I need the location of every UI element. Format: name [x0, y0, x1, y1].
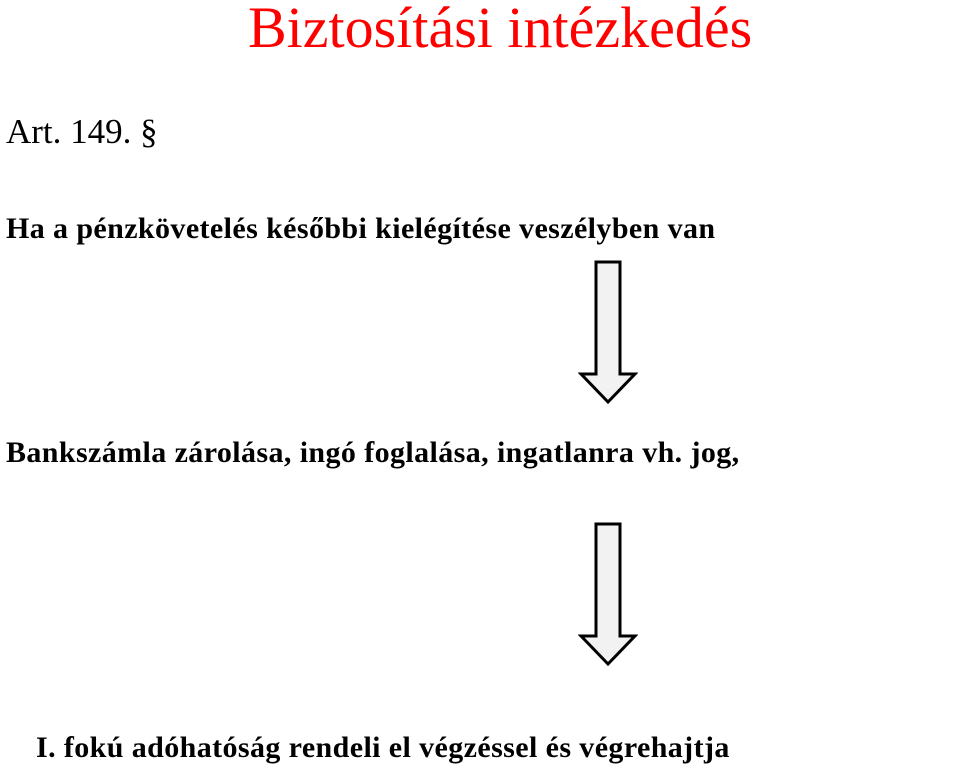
slide-title: Biztosítási intézkedés: [248, 0, 753, 60]
condition-text: Ha a pénzkövetelés későbbi kielégítése veszélyben van: [6, 212, 716, 245]
legal-reference: Art. 149. §: [6, 112, 158, 151]
measures-text: Bankszámla zárolása, ingó foglalása, ingatlanra vh. jog,: [6, 436, 740, 469]
down-arrow-icon: [578, 522, 638, 668]
down-arrow-icon: [578, 260, 638, 406]
authority-text: I. fokú adóhatóság rendeli el végzéssel és végrehajtja: [36, 731, 730, 764]
